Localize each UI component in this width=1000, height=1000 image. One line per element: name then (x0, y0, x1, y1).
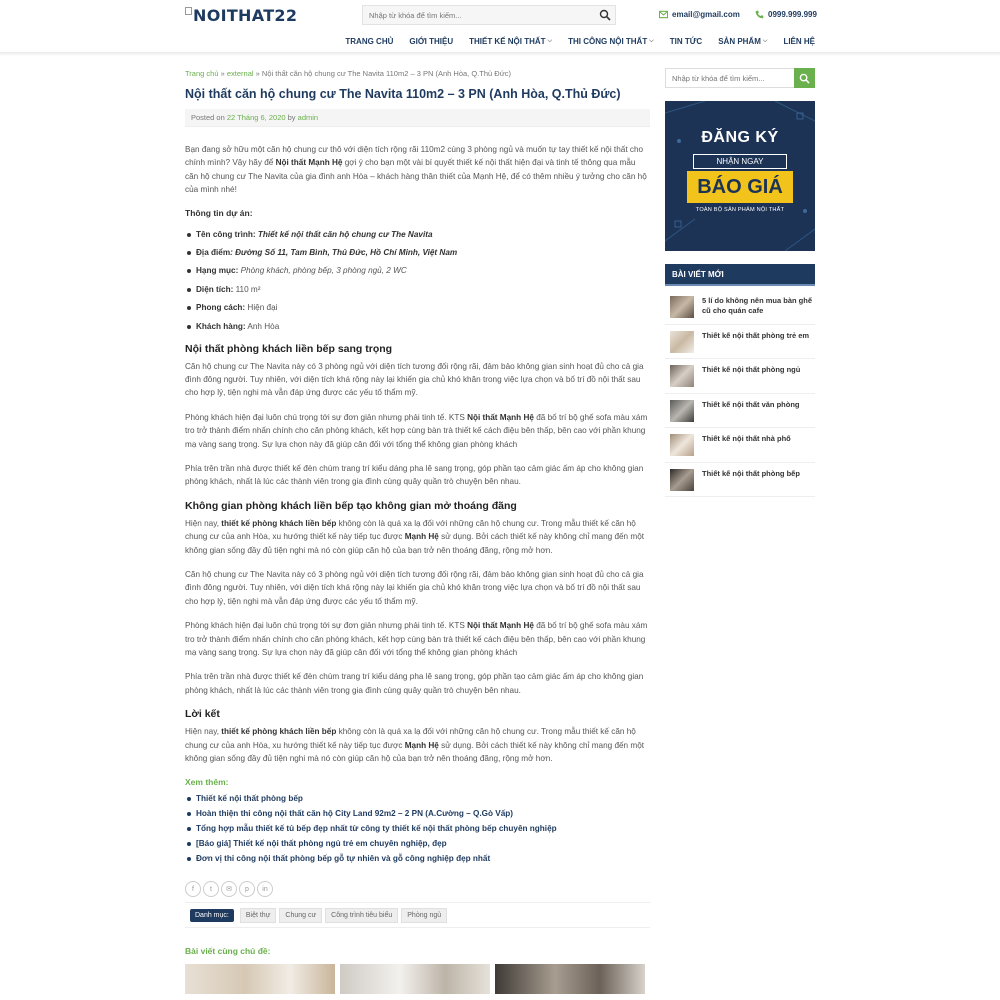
header-email[interactable] (659, 10, 740, 19)
nav-label: GIỚI THIỆU (409, 37, 454, 46)
recent-post[interactable] (665, 290, 815, 325)
chevron-down-icon: ⌵ (547, 38, 553, 44)
text: đã bố trí bộ ghế sofa màu xám tro trở thành điểm nhấn chính cho căn phòng khách, kết hợp cùng bàn trà thiết kế cách điệu bên thấp, bên cao với phần khung mạ vàng sang trọng. Sự lựa chọn này đã giúp cân đối với tổng thể không gian phòng khách (185, 621, 648, 658)
list-item (185, 284, 650, 296)
info-value: 110 m² (235, 284, 261, 294)
logo-text: NOITHAT22 (193, 6, 298, 25)
info-label: Phong cách: (196, 303, 246, 313)
see-more-link[interactable]: [Báo giá] Thiết kế nội thất phòng ngủ trẻ em chuyên nghiệp, đẹp (185, 838, 650, 850)
related-post-image[interactable] (340, 964, 490, 994)
post-author-link[interactable]: admin (297, 113, 319, 122)
header-phone[interactable] (755, 10, 817, 19)
section-heading: Không gian phòng khách liền bếp tạo không gian mở thoáng đãng (185, 499, 517, 512)
see-more-link[interactable]: Đơn vị thi công nội thất phòng bếp gỗ tự nhiên và gỗ công nghiệp đẹp nhất (185, 853, 650, 865)
paragraph: Phía trên trần nhà được thiết kế đèn chùm trang trí kiểu dáng pha lê sang trọng, góp phần tạo cảm giác ấm áp cho không gian phòng khách, nhất là lúc các thành viên trong gia đình cùng quây quần trò chuyện bên nhau. (185, 672, 644, 695)
article (185, 69, 650, 994)
email-share-icon[interactable]: ✉ (221, 881, 237, 897)
sidebar-search (665, 68, 815, 88)
header-search (362, 5, 616, 25)
brand-name: Mạnh Hệ (404, 532, 439, 542)
chevron-down-icon: ⌵ (649, 38, 654, 44)
paragraph: Căn hộ chung cư The Navita này có 3 phòng ngủ với diện tích tương đối rộng rãi, đảm bảo không gian sinh hoạt đủ cho cả gia đình đông người. Tuy nhiên, với diện tích khá rộng này lại khiến gia chủ khó khăn trong việc lựa chọn và bố trí đồ nội thất sau cho hợp lý, tiện nghi mà vẫn đáp ứng được các yếu tố thẩm mỹ. (185, 361, 644, 398)
see-more-link[interactable]: Hoàn thiện thi công nội thất căn hộ City Land 92m2 – 2 PN (A.Cường – Q.Gò Vấp) (185, 808, 650, 820)
chevron-down-icon: ⌵ (762, 38, 768, 44)
brand-name: Mạnh Hệ (404, 740, 439, 750)
topbar (0, 0, 1000, 32)
info-value: : Đường Số 11, Tam Bình, Thủ Đức, Hồ Chí Minh, Việt Nam (230, 248, 458, 258)
site-header (0, 0, 1000, 58)
search-icon[interactable] (599, 9, 611, 21)
nav-label: THIẾT KẾ NỘI THẤT (469, 37, 546, 46)
text: Hiện nay, (185, 518, 222, 528)
by-label: by (287, 113, 296, 122)
list-item (185, 265, 650, 277)
info-value: Thiết kế nội thất căn hộ chung cư The Navita (257, 229, 433, 239)
info-value: Anh Hòa (247, 321, 280, 331)
linkedin-share-icon[interactable]: in (257, 881, 273, 897)
header-search-input[interactable] (363, 6, 583, 24)
category-tag[interactable]: Phòng ngủ (401, 908, 447, 923)
text: Phòng khách hiện đại luôn chú trọng tới sự đơn giản nhưng phải tinh tế. KTS (185, 412, 468, 422)
header-phone-text: 0999.999.999 (768, 10, 817, 19)
banner-line-3: BÁO GIÁ (687, 171, 793, 203)
paragraph (185, 411, 650, 451)
breadcrumb-sep: » (255, 69, 260, 78)
post-title[interactable]: Thiết kế nội thất phòng ngủ (702, 365, 801, 374)
sidebar (665, 68, 815, 497)
quote-banner[interactable] (665, 101, 815, 251)
text: gợi ý cho bạn một vài bí quyết thiết kế nội thất hiện đại và tinh tế thông qua mẫu căn hộ chung cư The Navita của gia đình anh Hòa – khách hàng thân thiết của Mạnh Hệ, để có thêm nhiều ý tưởng cho căn hộ của mình nhé! (185, 158, 647, 195)
related-posts (185, 964, 650, 994)
post-title[interactable]: Thiết kế nội thất phòng trẻ em (702, 330, 810, 340)
post-content (185, 143, 650, 865)
recent-posts-title: BÀI VIẾT MỚI (665, 264, 815, 286)
info-label: Tên công trình: (196, 229, 256, 239)
text: không còn là quá xa lạ đối với những căn hộ chung cư. Trong mẫu thiết kế căn hộ chung cư của anh Hòa, xu hướng thiết kế này tiếp tục được (185, 518, 636, 542)
intro-paragraph (185, 143, 650, 197)
breadcrumb-current: Nội thất căn hộ chung cư The Navita 110m2 – 3 PN (Anh Hòa, Q.Thủ Đức) (261, 69, 511, 78)
info-label: Khách hàng: (196, 321, 246, 331)
recent-post[interactable] (665, 463, 815, 498)
site-logo[interactable] (185, 6, 297, 25)
header-email-text: email@gmail.com (672, 10, 740, 19)
breadcrumb-external[interactable]: external (226, 69, 254, 78)
post-thumbnail[interactable] (670, 400, 694, 422)
nav-products[interactable] (718, 37, 767, 46)
text: không còn là quá xa lạ đối với những căn hộ chung cư. Trong mẫu thiết kế căn hộ chung cư của anh Hòa, xu hướng thiết kế này tiếp tục được (185, 727, 636, 750)
category-tag[interactable]: Công trình tiêu biểu (325, 908, 398, 923)
pinterest-share-icon[interactable]: p (239, 881, 255, 897)
category-tag[interactable]: Biệt thự (240, 908, 277, 923)
paragraph: Phía trên trần nhà được thiết kế đèn chùm trang trí kiểu dáng pha lê sang trọng, góp phần tạo cảm giác ấm áp cho không gian phòng khách, nhất là lúc các thành viên trong gia đình cùng quây quần trò chuyện bên nhau. (185, 464, 644, 487)
brand-name: Nội thất Mạnh Hệ (275, 158, 343, 168)
sidebar-search-button[interactable] (794, 68, 815, 88)
see-more-link[interactable]: Thiết kế nội thất phòng bếp (185, 793, 650, 805)
nav-contact[interactable] (783, 37, 815, 46)
recent-post[interactable] (665, 428, 815, 463)
category-tag[interactable]: Chung cư (279, 908, 322, 923)
paragraph (185, 619, 650, 659)
post-title[interactable]: 5 lí do không nên mua bàn ghế cũ cho quán cafe (702, 296, 813, 315)
post-thumbnail[interactable] (670, 434, 694, 456)
page-title: Nội thất căn hộ chung cư The Navita 110m2 – 3 PN (Anh Hòa, Q.Thủ Đức) (185, 87, 621, 101)
recent-post[interactable] (665, 325, 815, 360)
nav-label: TRANG CHỦ (345, 37, 394, 46)
bold-text: thiết kế phòng khách liền bếp (221, 727, 337, 737)
paragraph (185, 725, 650, 765)
text: Bạn đang sở hữu một căn hộ chung cư thô với diện tích rộng rãi 110m2 cùng 3 phòng ngủ và muốn tự tay thiết kế nội thất cho chính mình? Vậy hãy để (185, 145, 644, 168)
breadcrumb-sep: » (220, 69, 225, 78)
banner-line-4: TOÀN BỘ SẢN PHẨM NỘI THẤT (695, 207, 785, 213)
info-label: Địa điểm (196, 248, 231, 258)
post-thumbnail[interactable] (670, 469, 694, 491)
search-icon (799, 73, 810, 84)
breadcrumb-home[interactable]: Trang chủ (185, 69, 219, 78)
info-label: Diện tích: (196, 284, 234, 294)
post-title[interactable]: Thiết kế nội thất nhà phố (702, 434, 791, 443)
category-bar (185, 902, 650, 928)
posted-on-label: Posted on (191, 113, 225, 122)
text: sử dụng. Bởi cách thiết kế này không chỉ mang đến một không gian sống đầy đủ tiện nghi mà nó còn giúp căn hộ của bạn trở nên thoáng đãng, rộng mở hơn. (185, 740, 645, 764)
nav-news[interactable] (670, 37, 702, 46)
section-heading: Nội thất phòng khách liền bếp sang trọng (185, 342, 393, 355)
see-more-link[interactable]: Tổng hợp mẫu thiết kế tủ bếp đẹp nhất từ công ty thiết kế nội thất phòng bếp chuyên nghiệp (185, 823, 650, 835)
see-more-title: Xem thêm: (185, 776, 229, 787)
list-item (185, 247, 650, 259)
text: sử dụng. Bởi cách thiết kế này không chỉ mang đến một không gian sống đầy đủ tiện nghi mà nó còn giúp căn hộ của bạn trở nên thoáng đãng, rộng mở hơn. (185, 532, 645, 555)
brand-name: Nội thất Mạnh Hệ (467, 412, 534, 422)
nav-label: TIN TỨC (669, 37, 703, 46)
post-thumbnail[interactable] (670, 365, 694, 387)
twitter-share-icon[interactable]: t (203, 881, 219, 897)
bold-text: thiết kế phòng khách liền bếp (221, 518, 337, 528)
project-info-list (185, 229, 650, 333)
recent-post[interactable] (665, 359, 815, 394)
post-meta (185, 109, 650, 127)
recent-posts-list (665, 290, 815, 497)
post-thumbnail[interactable] (670, 296, 694, 318)
text: đã bố trí bộ ghế sofa màu xám tro trở thành điểm nhấn chính cho căn phòng khách, kết hợp cùng bàn trà thiết kế cách điệu bên thấp, bên cao với phần khung mạ vàng sang trọng. Sự lựa chọn này đã giúp cân đối với tổng thể không gian phòng khách (185, 412, 648, 449)
text: Hiện nay, (185, 727, 222, 737)
post-title[interactable]: Thiết kế nội thất văn phòng (702, 399, 800, 409)
share-buttons (185, 881, 650, 897)
category-label: Danh mục: (190, 909, 234, 922)
paragraph: Căn hộ chung cư The Navita này có 3 phòng ngủ với diện tích tương đối rộng rãi, đảm bảo không gian sinh hoạt đủ cho cả gia đình đông người. Tuy nhiên, với diện tích khá rộng này lại khiến gia chủ khó khăn trong việc lựa chọn và bố trí đồ nội thất sau cho hợp lý, tiện nghi mà vẫn đáp ứng được các yếu tố thẩm mỹ. (185, 570, 644, 606)
main-nav (329, 37, 815, 46)
text: Phòng khách hiện đại luôn chú trọng tới sự đơn giản nhưng phải tinh tế. KTS (185, 621, 468, 631)
post-date-link[interactable]: 22 Tháng 6, 2020 (226, 113, 286, 122)
list-item (185, 229, 650, 241)
nav-interior-construction[interactable] (568, 37, 654, 46)
info-value: Phòng khách, phòng bếp, 3 phòng ngủ, 2 WC (240, 266, 407, 276)
project-info-heading: Thông tin dự án: (185, 207, 253, 218)
nav-about[interactable] (409, 37, 453, 46)
section-heading: Lời kết (185, 708, 220, 721)
sidebar-search-input[interactable] (666, 69, 792, 87)
nav-interior-design[interactable] (469, 37, 552, 46)
recent-post[interactable] (665, 394, 815, 429)
info-value: Hiện đại (247, 303, 278, 313)
related-post-image[interactable] (185, 964, 335, 994)
related-posts-title: Bài viết cùng chủ đề: (185, 946, 271, 957)
envelope-icon (659, 10, 668, 19)
see-more-list (185, 793, 650, 866)
info-label: Hạng mục: (196, 266, 239, 276)
list-item (185, 302, 650, 314)
brand-name: Nội thất Mạnh Hệ (467, 621, 534, 631)
banner-line-2: NHẬN NGAY (693, 154, 787, 169)
facebook-share-icon[interactable]: f (185, 881, 201, 897)
nav-label: SẢN PHẨM (718, 37, 761, 46)
nav-label: LIÊN HỆ (783, 37, 815, 46)
breadcrumb (185, 69, 650, 78)
nav-home[interactable] (345, 37, 393, 46)
post-thumbnail[interactable] (670, 331, 694, 353)
post-title[interactable]: Thiết kế nội thất phòng bếp (702, 468, 800, 478)
paragraph (185, 517, 650, 557)
nav-label: THI CÔNG NỘI THẤT (568, 37, 648, 46)
broken-image-icon (185, 7, 192, 15)
related-post-image[interactable] (495, 964, 645, 994)
banner-line-1: ĐĂNG KÝ (701, 129, 779, 146)
list-item (185, 321, 650, 333)
header-divider (0, 52, 1000, 56)
phone-icon (755, 10, 764, 19)
